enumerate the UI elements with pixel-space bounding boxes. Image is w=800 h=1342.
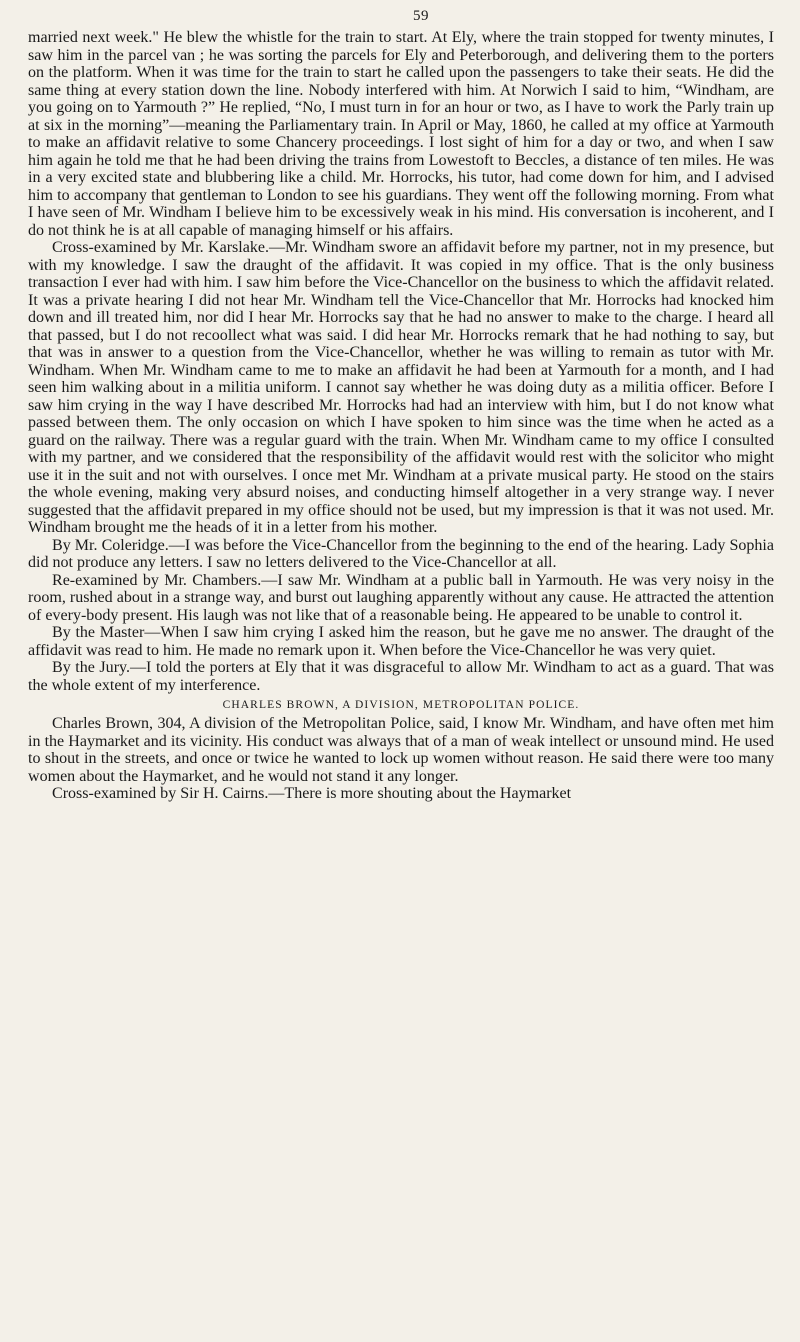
brown-testimony-paragraph: Charles Brown, 304, A division of the Metropolitan Police, said, I know Mr. Windham, and have often met him in the Haymarket and its vicinity. His conduct was always that of a man of weak intellect or unsound mind. He used to shout in the streets, and once or twice he wanted to lock up women without reason. He said there were too many women about the Haymarket, and he would not stand it any longer. xyxy=(28,715,774,785)
re-examination-chambers-paragraph: Re-examined by Mr. Chambers.—I saw Mr. Windham at a public ball in Yarmouth. He was very noisy in the room, rushed about in a strange way, and burst out laughing apparently without any cause. He attracted the attention of every-body present. His laugh was not like that of a reasonable being. He appeared to be unable to control it. xyxy=(28,571,774,624)
cairns-cross-examination-paragraph: Cross-examined by Sir H. Cairns.—There is more shouting about the Haymarket xyxy=(52,785,572,802)
testimony-paragraph-continued: married next week." He blew the whistle for the train to start. At Ely, where the train stopped for twenty minutes, I saw him in the parcel van ; he was sorting the parcels for Ely and Peterborough, and delivering them to the porters on the platform. When it was time for the train to start he called upon the passengers to take their seats. He did the same thing at every station down the line. Nobody interfered with him. At Norwich I said to him, “Windham, are you going on to Yarmouth ?” He replied, “No, I must turn in for an hour or two, as I have to work the Parly train up at six in the morning”—meaning the Parliamentary train. In April or May, 1860, he called at my office at Yarmouth to make an affidavit relative to some Chancery proceedings. I lost sight of him for a day or two, and when I saw him again he told me that he had been driving the trains from Lowestoft to Beccles, a distance of ten miles. He was in a very excited state and blubbering like a child. Mr. Horrocks, his tutor, had come down for him, and I advised him to accompany that gentleman to London to see his guardians. They went off the following morning. From what I have seen of Mr. Windham I believe him to be excessively weak in his mind. His conversation is incoherent, and I do not think he is at all capable of managing himself or his affairs. xyxy=(28,29,774,239)
jury-question-paragraph: By the Jury.—I told the porters at Ely that it was disgraceful to allow Mr. Windham to act as a guard. That was the whole extent of my interference. xyxy=(28,659,774,694)
master-question-paragraph: By the Master—When I saw him crying I asked him the reason, but he gave me no answer. The draught of the affidavit was read to him. He made no remark upon it. When before the Vice-Chancellor he was very quiet. xyxy=(28,624,774,659)
page-number: 59 xyxy=(413,8,429,24)
witness-heading: CHARLES BROWN, A DIVISION, METROPOLITAN POLICE. xyxy=(222,699,580,711)
coleridge-question-paragraph: By Mr. Coleridge.—I was before the Vice-Chancellor from the beginning to the end of the hearing. Lady Sophia did not produce any letters. I saw no letters delivered to the Vice-Chancellor at all. xyxy=(28,536,774,571)
cross-examination-karslake-paragraph: Cross-examined by Mr. Karslake.—Mr. Windham swore an affidavit before my partner, not in my presence, but with my knowledge. I saw the draught of the affidavit. It was copied in my office. That is the only business transaction I ever had with him. I saw him before the Vice-Chancellor on the business to which the affidavit related. It was a private hearing I did not hear Mr. Windham tell the Vice-Chancellor that Mr. Horrocks had knocked him down and ill treated him, nor did I hear Mr. Horrocks say that he had no answer to make to the charge. I heard all that passed, but I do not recoollect what was said. I did hear Mr. Horrocks remark that he had nothing to say, but that was in answer to a question from the Vice-Chancellor, whether he was willing to remain as tutor with Mr. Windham. When Mr. Windham came to me to make an affidavit he had been at Yarmouth for a month, and I had seen him walking about in a militia uniform. I cannot say whether he was doing duty as a militia officer. Before I saw him crying in the way I have described Mr. Horrocks had had an interview with him, but I do not know what passed between them. The only occasion on which I have spoken to him since was the time when he acted as a guard on the railway. There was a regular guard with the train. When Mr. Windham came to my office I consulted with my partner, and we considered that the responsibility of the affidavit would rest with the solicitor who might use it in the suit and not with ourselves. I once met Mr. Windham at a private musical party. He stood on the stairs the whole evening, making very absurd noises, and conducting himself altogether in a very strange way. I never suggested that the affidavit prepared in my office should not be used, but my impression is that it was not used. Mr. Windham brought me the heads of it in a letter from his mother. xyxy=(28,239,774,536)
